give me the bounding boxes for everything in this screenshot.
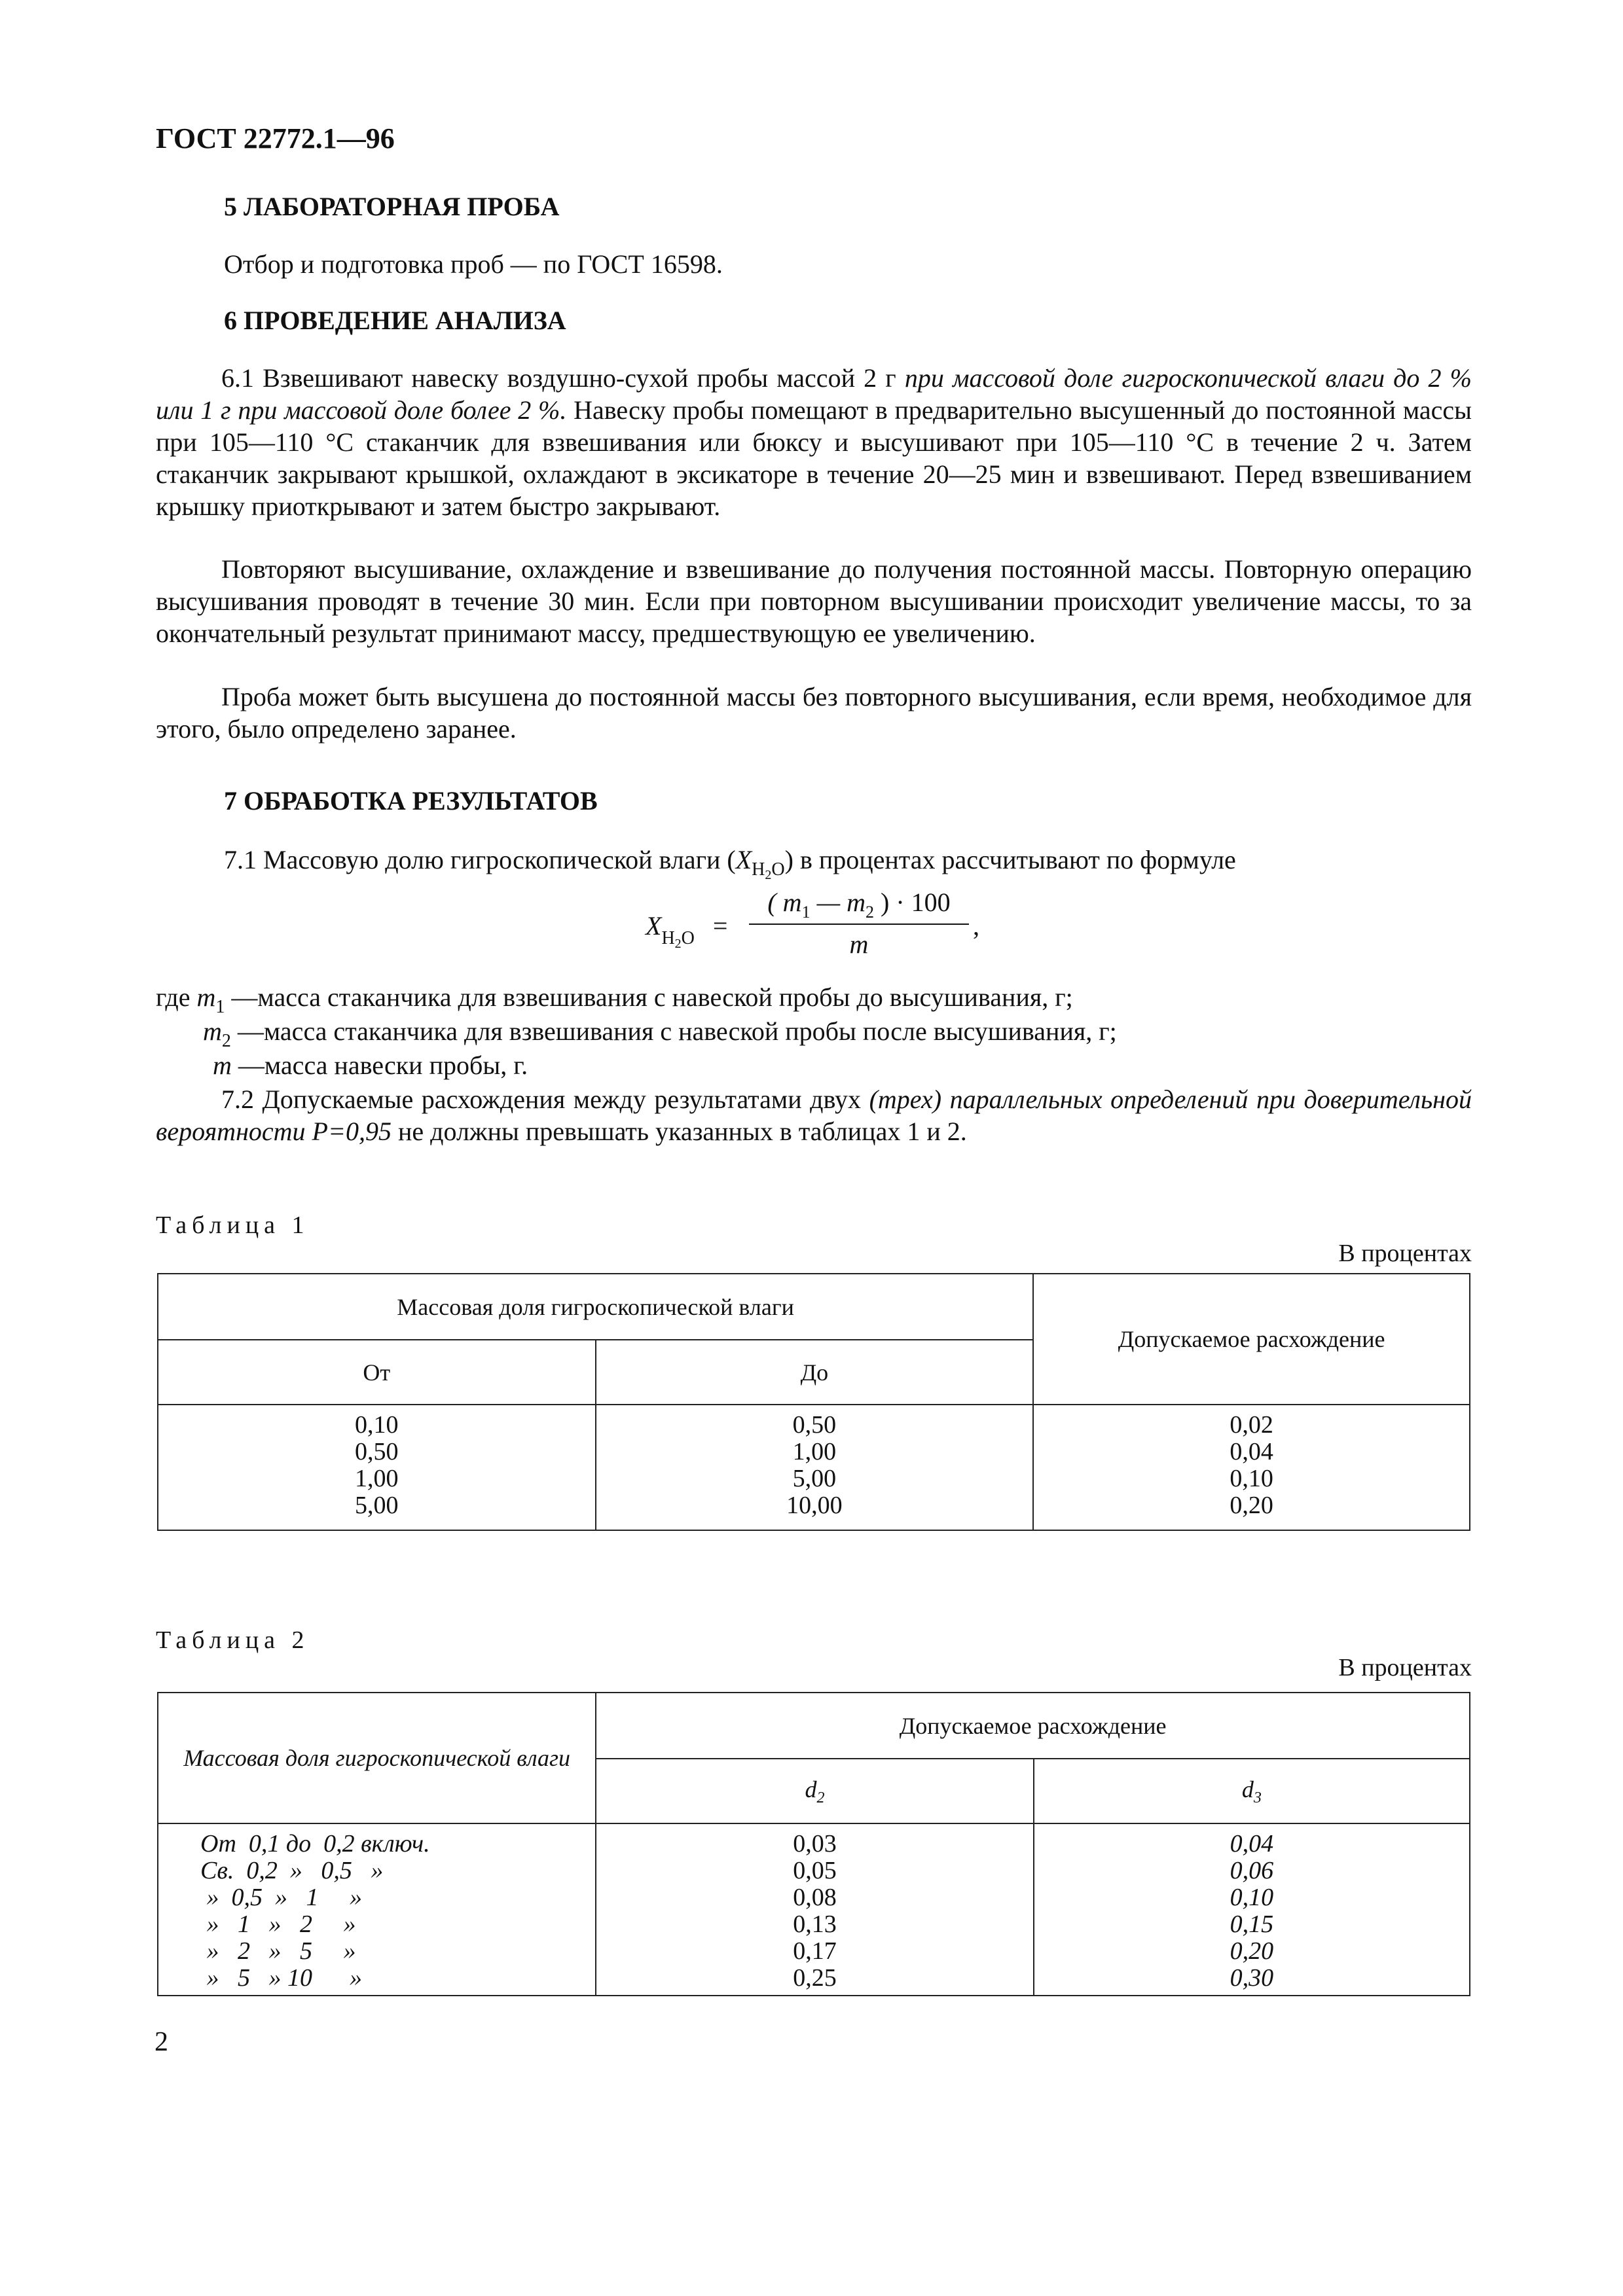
table-2-unit: В процентах — [1338, 1654, 1472, 1681]
paragraph-6-1-note: Проба может быть высушена до постоянной массы без повторного высушивания, если время, необходимое для этого, было определено заранее. — [156, 682, 1472, 744]
table-2-col-d3: 0,04 0,06 0,10 0,15 0,20 0,30 — [1034, 1823, 1470, 1996]
table-1-header-from: От — [158, 1340, 596, 1405]
table-1-unit: В процентах — [1338, 1240, 1472, 1267]
table-2-header-mass: Массовая доля гигроскопической влаги — [158, 1693, 596, 1823]
p71-symbol: X — [735, 845, 752, 874]
section-7-title: 7 ОБРАБОТКА РЕЗУЛЬТАТОВ — [224, 786, 598, 816]
formula-equals: = — [712, 911, 728, 941]
formula-num-a: ( m — [767, 888, 802, 917]
table-1 — [157, 1273, 1470, 1531]
table-2-header-diff: Допускаемое расхождение — [596, 1693, 1470, 1759]
p71-sub-h: H — [752, 859, 765, 880]
section-6-title: 6 ПРОВЕДЕНИЕ АНАЛИЗА — [224, 306, 566, 335]
where-m1-sub: 1 — [215, 997, 225, 1017]
where-m2 — [203, 1016, 1117, 1052]
where-m1-symbol: m — [196, 982, 216, 1012]
formula-x: X — [646, 911, 662, 941]
table-2 — [157, 1692, 1470, 1996]
formula-comma: , — [973, 911, 979, 941]
p61-text-b: Навеску пробы помещают в предварительно высушенный до постоянной массы при 105—110 °C стаканчик для взвешивания или бюксу и высушивают при 105—110 °C в течение 2 ч. Затем стаканчик закрывают крышкой, охлаждают в эксикаторе в течение 20—25 мин и взвешивают. Перед взвешиванием крышку приоткрывают и затем быстро закрывают. — [156, 395, 1472, 521]
table-1-col-from: 0,10 0,50 1,00 5,00 — [158, 1405, 596, 1530]
p61-text-a: 6.1 Взвешивают навеску воздушно-сухой пробы массой 2 г — [221, 363, 896, 393]
p71-text-a: 7.1 Массовую долю гигроскопической влаги ( — [224, 845, 736, 874]
formula-sub-o: O — [681, 928, 695, 948]
d2-symbol: d — [805, 1776, 817, 1803]
table-1-header-diff: Допускаемое расхождение — [1033, 1274, 1470, 1405]
d3-sub: 3 — [1253, 1789, 1262, 1806]
p72-italic: (трех) параллельных определений при доверительной вероятности P=0,95 — [156, 1085, 1472, 1146]
paragraph-7-1 — [224, 844, 1236, 883]
page-number: 2 — [155, 2027, 168, 2057]
p72-text-a: 7.2 Допускаемые расхождения между результатами двух — [221, 1085, 862, 1114]
table-1-col-diff: 0,02 0,04 0,10 0,20 — [1033, 1405, 1470, 1530]
where-m2-sub: 2 — [221, 1031, 231, 1051]
formula-num-sub2: 2 — [866, 903, 875, 922]
formula-sub-h: H — [661, 928, 675, 948]
where-prefix: где — [156, 982, 191, 1012]
paragraph-6-1 — [156, 362, 1472, 522]
where-m1 — [156, 982, 1073, 1018]
section-5-text: Отбор и подготовка проб — по ГОСТ 16598. — [224, 249, 723, 279]
formula-lhs — [646, 910, 727, 952]
paragraph-7-2 — [156, 1083, 1472, 1147]
table-2-col-d2: 0,03 0,05 0,08 0,13 0,17 0,25 — [596, 1823, 1033, 1996]
p71-text-b: ) в процентах рассчитывают по формуле — [784, 845, 1236, 874]
table-1-caption: Таблица 1 — [156, 1211, 310, 1239]
table-1-header-to: До — [596, 1340, 1034, 1405]
table-2-caption: Таблица 2 — [156, 1626, 310, 1654]
formula-numerator — [749, 887, 969, 922]
where-m-symbol: m — [213, 1050, 232, 1080]
d3-symbol: d — [1241, 1776, 1254, 1803]
p61-italic: при массовой доле гигроскопической влаги до 2 % или 1 г при массовой доле более 2 %. — [156, 363, 1472, 425]
p72-text-b: не должны превышать указанных в таблицах 1 и 2. — [397, 1117, 967, 1146]
section-5-title: 5 ЛАБОРАТОРНАЯ ПРОБА — [224, 192, 560, 221]
table-2-header-d2 — [596, 1759, 1033, 1823]
formula-num-sub1: 1 — [801, 903, 811, 922]
table-1-col-to: 0,50 1,00 5,00 10,00 — [596, 1405, 1034, 1530]
where-m — [213, 1050, 528, 1081]
table-1-header-mass: Массовая доля гигроскопической влаги — [158, 1274, 1033, 1340]
formula-num-mid: — m — [810, 888, 866, 917]
paragraph-6-1-repeat: Повторяют высушивание, охлаждение и взвешивание до получения постоянной массы. Повторную операцию высушивания проводят в течение 30 мин. Если при повторном высушивании происходит увеличение массы, то за окончательный результат принимают массу, предшествующую ее увеличению. — [156, 554, 1472, 648]
document-header: ГОСТ 22772.1—96 — [156, 122, 395, 154]
where-m-text: —масса навески пробы, г. — [238, 1050, 528, 1080]
formula-fraction-bar — [749, 924, 969, 925]
formula-denominator: m — [849, 929, 869, 959]
where-m2-symbol: m — [203, 1016, 222, 1046]
p71-sub-o: O — [771, 859, 785, 880]
d2-sub: 2 — [816, 1789, 825, 1806]
where-m1-text: —масса стаканчика для взвешивания с навеской пробы до высушивания, г; — [231, 982, 1073, 1012]
formula-sub-2: 2 — [674, 937, 682, 951]
p71-sub-2: 2 — [765, 868, 772, 882]
table-2-header-d3 — [1034, 1759, 1470, 1823]
formula-num-end: ) · 100 — [874, 888, 951, 917]
table-2-col-mass: От 0,1 до 0,2 включ. Св. 0,2 » 0,5 » » 0,5 » 1 » » 1 » 2 » » 2 » 5 » » 5 » 10 » — [158, 1823, 596, 1996]
moisture-formula — [639, 887, 1006, 972]
where-m2-text: —масса стаканчика для взвешивания с навеской пробы после высушивания, г; — [237, 1016, 1117, 1046]
